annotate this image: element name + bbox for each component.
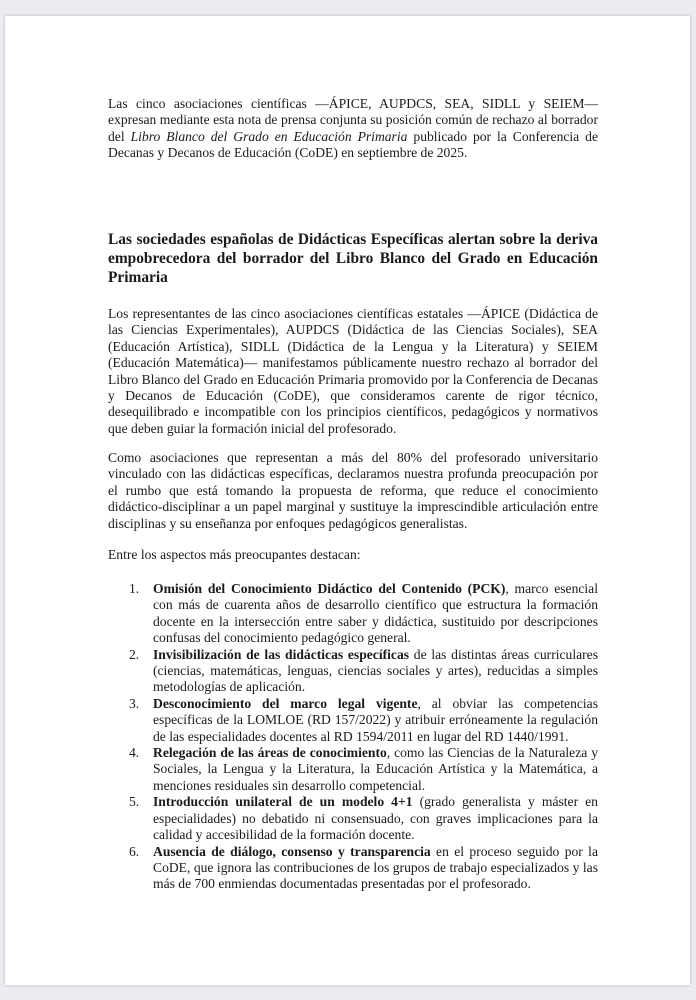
intro-paragraph <box>108 96 598 162</box>
list-item-text: , marco esencial con más de cuarenta años de desarrollo científico que estructura la formación docente en la intersección entre saber y didáctica, sustituido por descripciones confusas del conocimiento pedagógico general. <box>153 581 598 646</box>
list-item <box>108 696 598 745</box>
list-lead-text: Entre los aspectos más preocupantes destacan: <box>108 547 361 562</box>
list-item-text: , al obviar las competencias específicas de la LOMLOE (RD 157/2022) y atribuir erróneamente la regulación de las especialidades docentes al RD 1594/2011 en lugar del RD 1440/1991. <box>153 695 598 744</box>
list-item <box>108 745 598 794</box>
intro-text-end: publicado por la Conferencia de Decanas y Decanos de Educación (CoDE) en septiembre de 2025. <box>108 128 598 161</box>
list-item-text: de las distintas áreas curriculares (ciencias, matemáticas, lenguas, ciencias sociales y artes), reducidas a simples metodologías de aplicación. <box>153 646 598 695</box>
list-item-bold: Invisibilización de las didácticas específicas <box>153 646 410 662</box>
list-item-number: 2. <box>129 646 140 662</box>
list-item-text: en el proceso seguido por la CoDE, que ignora las contribuciones de los grupos de trabajo especializados y las más de 700 enmiendas documentadas presentadas por el profesorado. <box>153 843 598 892</box>
intro-title-italic: Libro Blanco del Grado en Educación Primaria <box>130 128 408 144</box>
list-item-number: 6. <box>129 843 140 859</box>
list-item-text: (grado generalista y máster en especialidades) no debatido ni consensuado, con graves implicaciones para la calidad y accesibilidad de la formación docente. <box>153 794 598 843</box>
list-item <box>108 794 598 843</box>
list-item <box>108 647 598 696</box>
concerns-list <box>108 581 598 893</box>
list-item-bold: Ausencia de diálogo, consenso y transparencia <box>153 843 431 859</box>
list-item-number: 4. <box>129 745 140 761</box>
list-item-bold: Introducción unilateral de un modelo 4+1 <box>153 794 413 810</box>
press-release-headline: Las sociedades españolas de Didácticas Específicas alertan sobre la deriva empobrecedora del borrador del Libro Blanco del Grado en Educación Primaria <box>108 231 598 286</box>
body-paragraph-1: Los representantes de las cinco asociaciones científicas estatales —ÁPICE (Didáctica de las Ciencias Experimentales), AUPDCS (Didáctica de las Ciencias Sociales), SEA (Educación Artística), SIDLL (Didáctica de la Lengua y la Literatura) y SEIEM (Educación Matemática)— manifestamos públicamente nuestro rechazo al borrador del Libro Blanco del Grado en Educación Primaria promovido por la Conferencia de Decanas y Decanos de Educación (CoDE), que consideramos carente de rigor técnico, desequilibrado e incompatible con los principios científicos, pedagógicos y normativos que deben guiar la formación inicial del profesorado. <box>108 306 598 436</box>
body-paragraph-2: Como asociaciones que representan a más del 80% del profesorado universitario vinculado con las didácticas específicas, declaramos nuestra profunda preocupación por el rumbo que está tomando la propuesta de reforma, que reduce el conocimiento didáctico-disciplinar a un papel marginal y sustituye la imprescindible articulación entre disciplinas y su enseñanza por enfoques pedagógicos generalistas. <box>108 450 598 531</box>
list-item-number: 1. <box>129 581 140 596</box>
list-item-text: , como las Ciencias de la Naturaleza y Sociales, la Lengua y la Literatura, la Educación Artística y la Matemática, a menciones residuales sin desarrollo competencial. <box>153 745 598 793</box>
list-item-number: 5. <box>129 794 140 810</box>
list-item-bold: Relegación de las áreas de conocimiento <box>153 745 387 761</box>
document-page <box>5 16 690 985</box>
list-item <box>108 844 598 893</box>
list-item-bold: Desconocimiento del marco legal vigente <box>153 695 418 711</box>
list-item-bold: Omisión del Conocimiento Didáctico del Contenido (PCK) <box>153 581 506 596</box>
list-item <box>108 581 598 647</box>
list-item-number: 3. <box>129 695 140 711</box>
intro-text-start: Las cinco asociaciones científicas —ÁPICE, AUPDCS, SEA, SIDLL y SEIEM— expresan mediante esta nota de prensa conjunta su posición común de rechazo al borrador del <box>108 96 598 144</box>
